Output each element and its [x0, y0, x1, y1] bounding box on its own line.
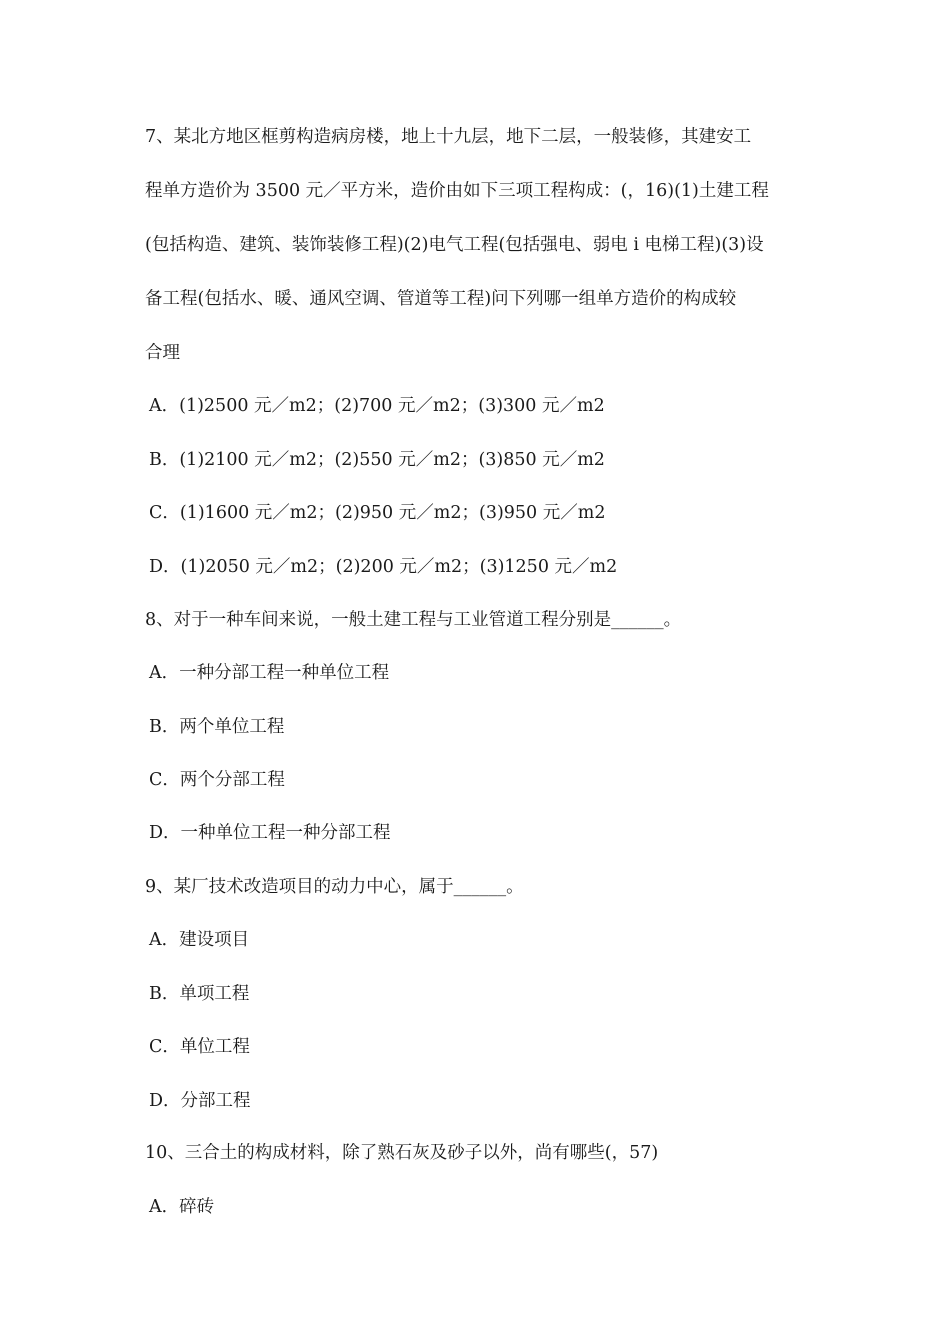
question-9-option-d: D．分部工程: [149, 1091, 251, 1111]
question-7-stem-line-1: 7、某北方地区框剪构造病房楼，地上十九层，地下二层，一般装修，其建安工: [145, 127, 752, 147]
question-8-stem: 8、对于一种车间来说，一般土建工程与工业管道工程分别是______。: [145, 610, 682, 630]
question-9-option-a: A．建设项目: [149, 930, 250, 950]
question-8-option-d: D．一种单位工程一种分部工程: [149, 823, 391, 843]
question-8-option-c: C．两个分部工程: [149, 770, 285, 790]
question-7-stem-line-5: 合理: [145, 343, 180, 363]
question-7-option-d: D．(1)2050 元／m2；(2)200 元／m2；(3)1250 元／m2: [149, 557, 618, 577]
question-7-option-a: A．(1)2500 元／m2；(2)700 元／m2；(3)300 元／m2: [149, 396, 605, 416]
question-9-stem: 9、某厂技术改造项目的动力中心，属于______。: [145, 877, 524, 897]
question-8-option-b: B．两个单位工程: [149, 717, 285, 737]
question-9-option-b: B．单项工程: [149, 984, 250, 1004]
question-10-stem: 10、三合土的构成材料，除了熟石灰及砂子以外，尚有哪些(，57): [145, 1143, 659, 1163]
question-7-option-b: B．(1)2100 元／m2；(2)550 元／m2；(3)850 元／m2: [149, 450, 605, 470]
question-7-stem-line-4: 备工程(包括水、暖、通风空调、管道等工程)问下列哪一组单方造价的构成较: [145, 289, 737, 309]
question-10-option-a: A．碎砖: [149, 1197, 215, 1217]
question-7-stem-line-3: (包括构造、建筑、装饰装修工程)(2)电气工程(包括强电、弱电 i 电梯工程)(3)设: [145, 235, 764, 255]
question-8-option-a: A．一种分部工程一种单位工程: [149, 663, 390, 683]
question-7-stem-line-2: 程单方造价为 3500 元／平方米，造价由如下三项工程构成：(，16)(1)土建工程: [145, 181, 769, 201]
question-7-option-c: C．(1)1600 元／m2；(2)950 元／m2；(3)950 元／m2: [149, 503, 606, 523]
question-9-option-c: C．单位工程: [149, 1037, 250, 1057]
